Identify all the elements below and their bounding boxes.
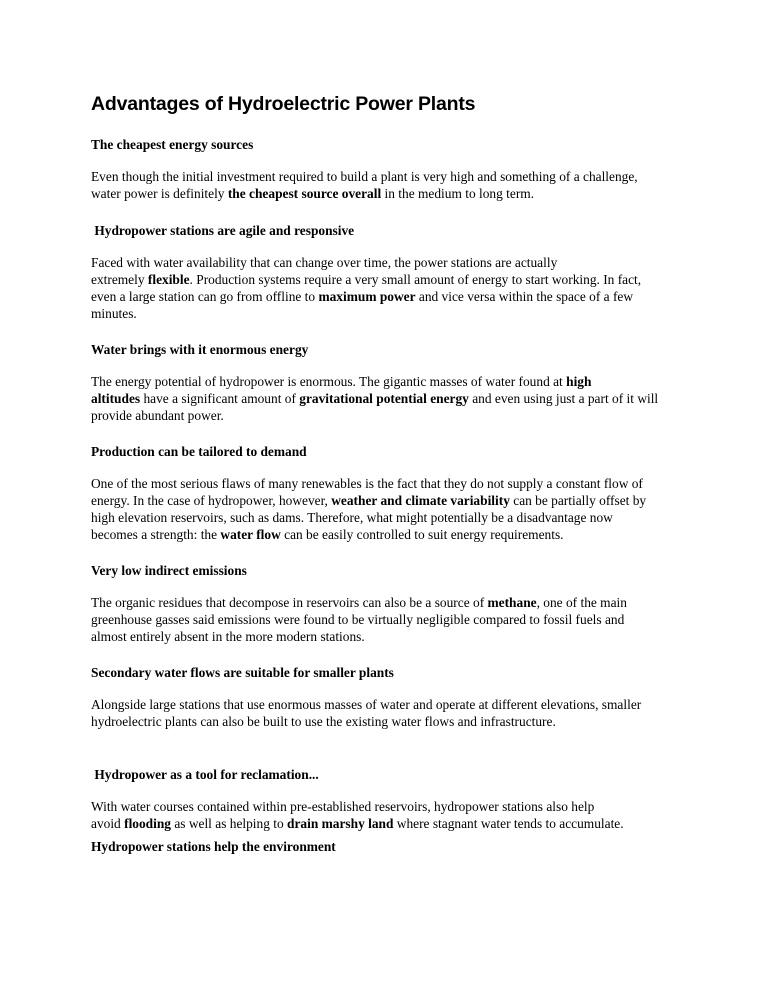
section-heading-cheapest: The cheapest energy sources: [91, 137, 254, 152]
page-title: Advantages of Hydroelectric Power Plants: [91, 93, 476, 115]
text-run: hydroelectric plants can also be built to use the existing water flows and infrastructure.: [91, 714, 556, 729]
text-run: provide abundant power.: [91, 408, 224, 423]
bold-text: weather and climate variability: [331, 493, 510, 508]
bold-text: high: [566, 374, 592, 389]
section-paragraph-energy: [91, 373, 691, 424]
paragraph-line: [91, 168, 691, 185]
text-run: . Production systems require a very small amount of energy to start working. In fact,: [189, 272, 642, 287]
paragraph-line: [91, 475, 691, 492]
section-heading-secondary-flows: Secondary water flows are suitable for smaller plants: [91, 665, 394, 680]
section-paragraph-demand: [91, 475, 691, 543]
section-heading-demand: Production can be tailored to demand: [91, 444, 307, 459]
paragraph-line: [91, 305, 691, 322]
text-run: where stagnant water tends to accumulate.: [393, 816, 624, 831]
text-run: greenhouse gasses said emissions were found to be virtually negligible compared to fossil fuels and: [91, 612, 625, 627]
paragraph-line: [91, 492, 691, 509]
section-paragraph-reclamation: [91, 798, 691, 832]
text-run: in the medium to long term.: [381, 186, 535, 201]
text-run: minutes.: [91, 306, 137, 321]
text-run: becomes a strength: the: [91, 527, 221, 542]
bold-text: maximum power: [318, 289, 416, 304]
text-run: With water courses contained within pre-established reservoirs, hydropower stations also help: [91, 799, 595, 814]
bold-text: gravitational potential energy: [299, 391, 469, 406]
text-run: avoid: [91, 816, 125, 831]
bold-text: flexible: [147, 272, 190, 287]
paragraph-line: [91, 611, 691, 628]
section-paragraph-agile: [91, 254, 691, 322]
section-heading-agile: Hydropower stations are agile and responsive: [91, 223, 355, 238]
text-run: water power is definitely: [91, 186, 228, 201]
paragraph-line: [91, 271, 691, 288]
paragraph-line: [91, 407, 691, 424]
paragraph-line: [91, 815, 691, 832]
bold-text: water flow: [220, 527, 281, 542]
paragraph-line: [91, 185, 691, 202]
text-run: Alongside large stations that use enormous masses of water and operate at different elevations, smaller: [91, 697, 642, 712]
paragraph-line: [91, 713, 691, 730]
paragraph-line: [91, 594, 691, 611]
bold-text: the cheapest source overall: [227, 186, 382, 201]
text-run: extremely: [91, 272, 148, 287]
paragraph-line: [91, 509, 691, 526]
paragraph-line: [91, 373, 691, 390]
section-paragraph-secondary-flows: [91, 696, 691, 730]
text-run: Faced with water availability that can change over time, the power stations are actually: [91, 255, 558, 270]
text-run: The energy potential of hydropower is enormous. The gigantic masses of water found at: [91, 374, 567, 389]
text-run: Even though the initial investment required to build a plant is very high and something of a challenge,: [91, 169, 638, 184]
paragraph-line: [91, 288, 691, 305]
text-run: and even using just a part of it will: [468, 391, 659, 406]
text-run: almost entirely absent in the more modern stations.: [91, 629, 365, 644]
text-run: as well as helping to: [171, 816, 288, 831]
section-heading-environment: Hydropower stations help the environment: [91, 839, 336, 854]
text-run: and vice versa within the space of a few: [415, 289, 634, 304]
bold-text: flooding: [124, 816, 171, 831]
bold-text: methane: [487, 595, 537, 610]
text-run: The organic residues that decompose in reservoirs can also be a source of: [91, 595, 488, 610]
paragraph-line: [91, 254, 691, 271]
text-run: high elevation reservoirs, such as dams. Therefore, what might potentially be a disadvantage now: [91, 510, 613, 525]
text-run: can be partially offset by: [509, 493, 647, 508]
text-run: energy. In the case of hydropower, however,: [91, 493, 332, 508]
paragraph-line: [91, 526, 691, 543]
text-run: can be easily controlled to suit energy requirements.: [280, 527, 564, 542]
text-run: even a large station can go from offline to: [91, 289, 319, 304]
section-heading-emissions: Very low indirect emissions: [91, 563, 247, 578]
text-run: have a significant amount of: [140, 391, 300, 406]
paragraph-line: [91, 696, 691, 713]
paragraph-line: [91, 628, 691, 645]
section-heading-energy: Water brings with it enormous energy: [91, 342, 309, 357]
text-run: One of the most serious flaws of many renewables is the fact that they do not supply a constant flow of: [91, 476, 643, 491]
paragraph-line: [91, 390, 691, 407]
section-paragraph-cheapest: [91, 168, 691, 202]
text-run: , one of the main: [536, 595, 627, 610]
bold-text: altitudes: [91, 391, 141, 406]
bold-text: drain marshy land: [287, 816, 394, 831]
section-paragraph-emissions: [91, 594, 691, 645]
section-heading-reclamation: Hydropower as a tool for reclamation...: [91, 767, 319, 782]
paragraph-line: [91, 798, 691, 815]
